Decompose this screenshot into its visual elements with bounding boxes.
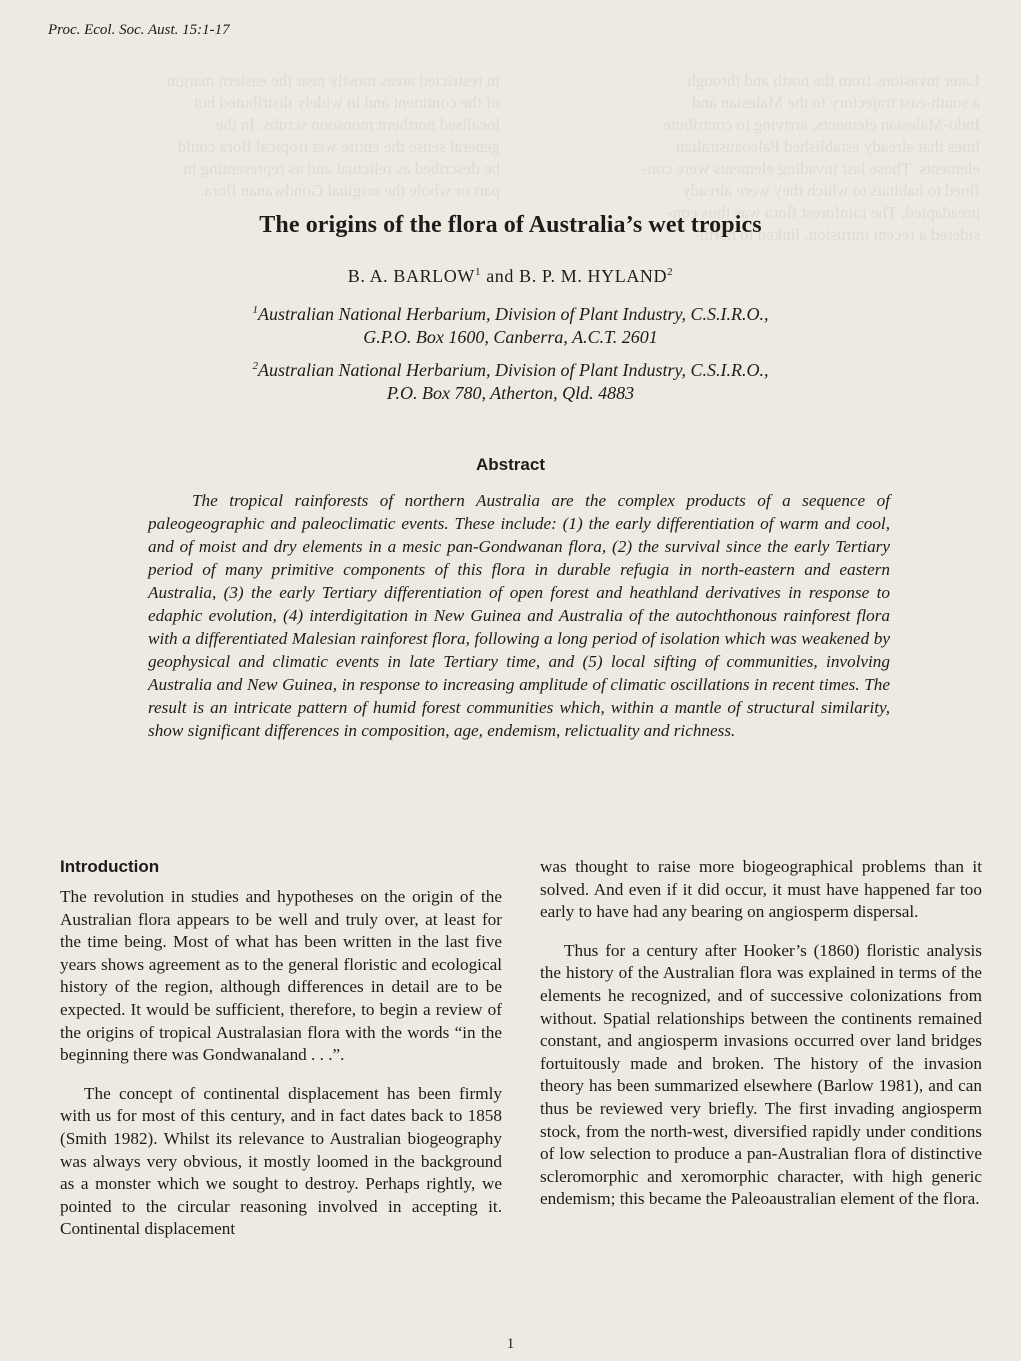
affiliation-2-line-1: Australian National Herbarium, Division of Plant Industry, C.S.I.R.O., bbox=[257, 360, 769, 380]
affiliation-2-line-2: P.O. Box 780, Atherton, Qld. 4883 bbox=[386, 383, 635, 403]
affiliation-2-sup: 2 bbox=[252, 360, 258, 372]
introduction-heading: Introduction bbox=[60, 857, 160, 876]
running-head: Proc. Ecol. Soc. Aust. 15:1-17 bbox=[48, 22, 230, 38]
author-1-sup: 1 bbox=[474, 266, 482, 278]
show-through-text-right: Later invasions from the north and through a south-east trajectory to the Malesian and Indo-Malesian elements, arriving to contribute lines that already established Paleoaustralian elements. Those last invading elements were con- fined to habitats to which they were already preadapted. The rainforest flora was thus con- sidered a recent intrusion, linked to north- bbox=[641, 71, 980, 244]
affiliation-1-sup: 1 bbox=[252, 304, 258, 316]
author-line bbox=[0, 266, 1021, 287]
right-paragraph-2: Thus for a century after Hooker’s (1860) floristic analysis the history of the Australian flora was explained in terms of the elements he recognized, and of successive colonizations from without. Spatial relationships between the continents remained constant, and angiosperm invasions occurred over land bridges fortuitously made and broken. The history of the invasion theory has been summarized elsewhere (Barlow 1981), and can thus be reviewed very briefly. The first invading angiosperm stock, from the north-west, diversified rapidly under conditions of low selection to produce a pan-Australian flora of distinctive scleromorphic and xeromorphic character, with high generic endemism; this became the Paleoaustralian element of the flora. bbox=[540, 940, 982, 1209]
abstract-text: The tropical rainforests of northern Australia are the complex products of a sequence of paleogeographic and paleoclimatic events. These include: (1) the early differentiation of warm and cool, and of moist and dry elements in a mesic pan-Gondwanan flora, (2) the survival since the early Tertiary period of many primitive components of this flora in durable refugia in north-eastern and eastern Australia, (3) the early Tertiary differentiation of open forest and heathland derivatives in response to edaphic evolution, (4) interdigitation in New Guinea and Australia of the autochthonous rainforest flora with a differentiated Malesian rainforest flora, following a long period of isolation which was weakened by geophysical and climatic events in late Tertiary time, and (5) local sifting of communities, involving Australia and New Guinea, in response to increasing amplitude of climatic oscillations in recent times. The result is an intricate pattern of humid forest communities which, within a mantle of structural similarity, show significant differences in composition, age, endemism, relictuality and richness. bbox=[148, 491, 890, 740]
abstract-heading: Abstract bbox=[476, 455, 545, 474]
affiliation-1 bbox=[0, 303, 1021, 349]
author-conjunction: and bbox=[486, 266, 514, 286]
right-column bbox=[540, 856, 982, 1211]
article-title: The origins of the flora of Australia’s wet tropics bbox=[259, 212, 762, 238]
left-paragraph-2: The concept of continental displacement has been firmly with us for most of this century, and in fact dates back to 1858 (Smith 1982). Whilst its relevance to Australian biogeography was always very obvious, it mostly loomed in the background as a monster which we sought to destroy. Perhaps rightly, we pointed to the circular reasoning involved in accepting it. Continental displacement bbox=[60, 1083, 502, 1239]
page-number: 1 bbox=[506, 1336, 515, 1352]
left-paragraph-1: The revolution in studies and hypotheses on the origin of the Australian flora appears to be well and truly over, at least for the time being. Most of what has been written in the last five years shows agreement as to the general floristic and ecological history of the region, although differences in detail are to be expected. It would be sufficient, therefore, to begin a review of the origins of tropical Australasian flora with the words “in the beginning there was Gondwanaland . . .”. bbox=[60, 887, 502, 1065]
left-column bbox=[60, 886, 502, 1241]
right-paragraph-1: was thought to raise more biogeographical problems than it solved. And even if it did occur, it must have happened far too early to have had any bearing on angiosperm dispersal. bbox=[540, 857, 982, 922]
show-through-text-left: in restricted areas mostly near the eastern margin of the continent and in widely distributed but localised northern monsoon scrubs. In the general sense the entire wet tropical flora could be described as relictual and as representing in part or whole the original Gondwanan flora. bbox=[166, 71, 500, 200]
author-2: B. P. M. HYLAND bbox=[519, 266, 668, 286]
author-2-sup: 2 bbox=[667, 266, 674, 278]
author-1: B. A. BARLOW bbox=[347, 266, 475, 286]
affiliation-1-line-2: G.P.O. Box 1600, Canberra, A.C.T. 2601 bbox=[363, 327, 658, 347]
affiliation-2 bbox=[0, 359, 1021, 405]
affiliation-1-line-1: Australian National Herbarium, Division of Plant Industry, C.S.I.R.O., bbox=[257, 304, 769, 324]
